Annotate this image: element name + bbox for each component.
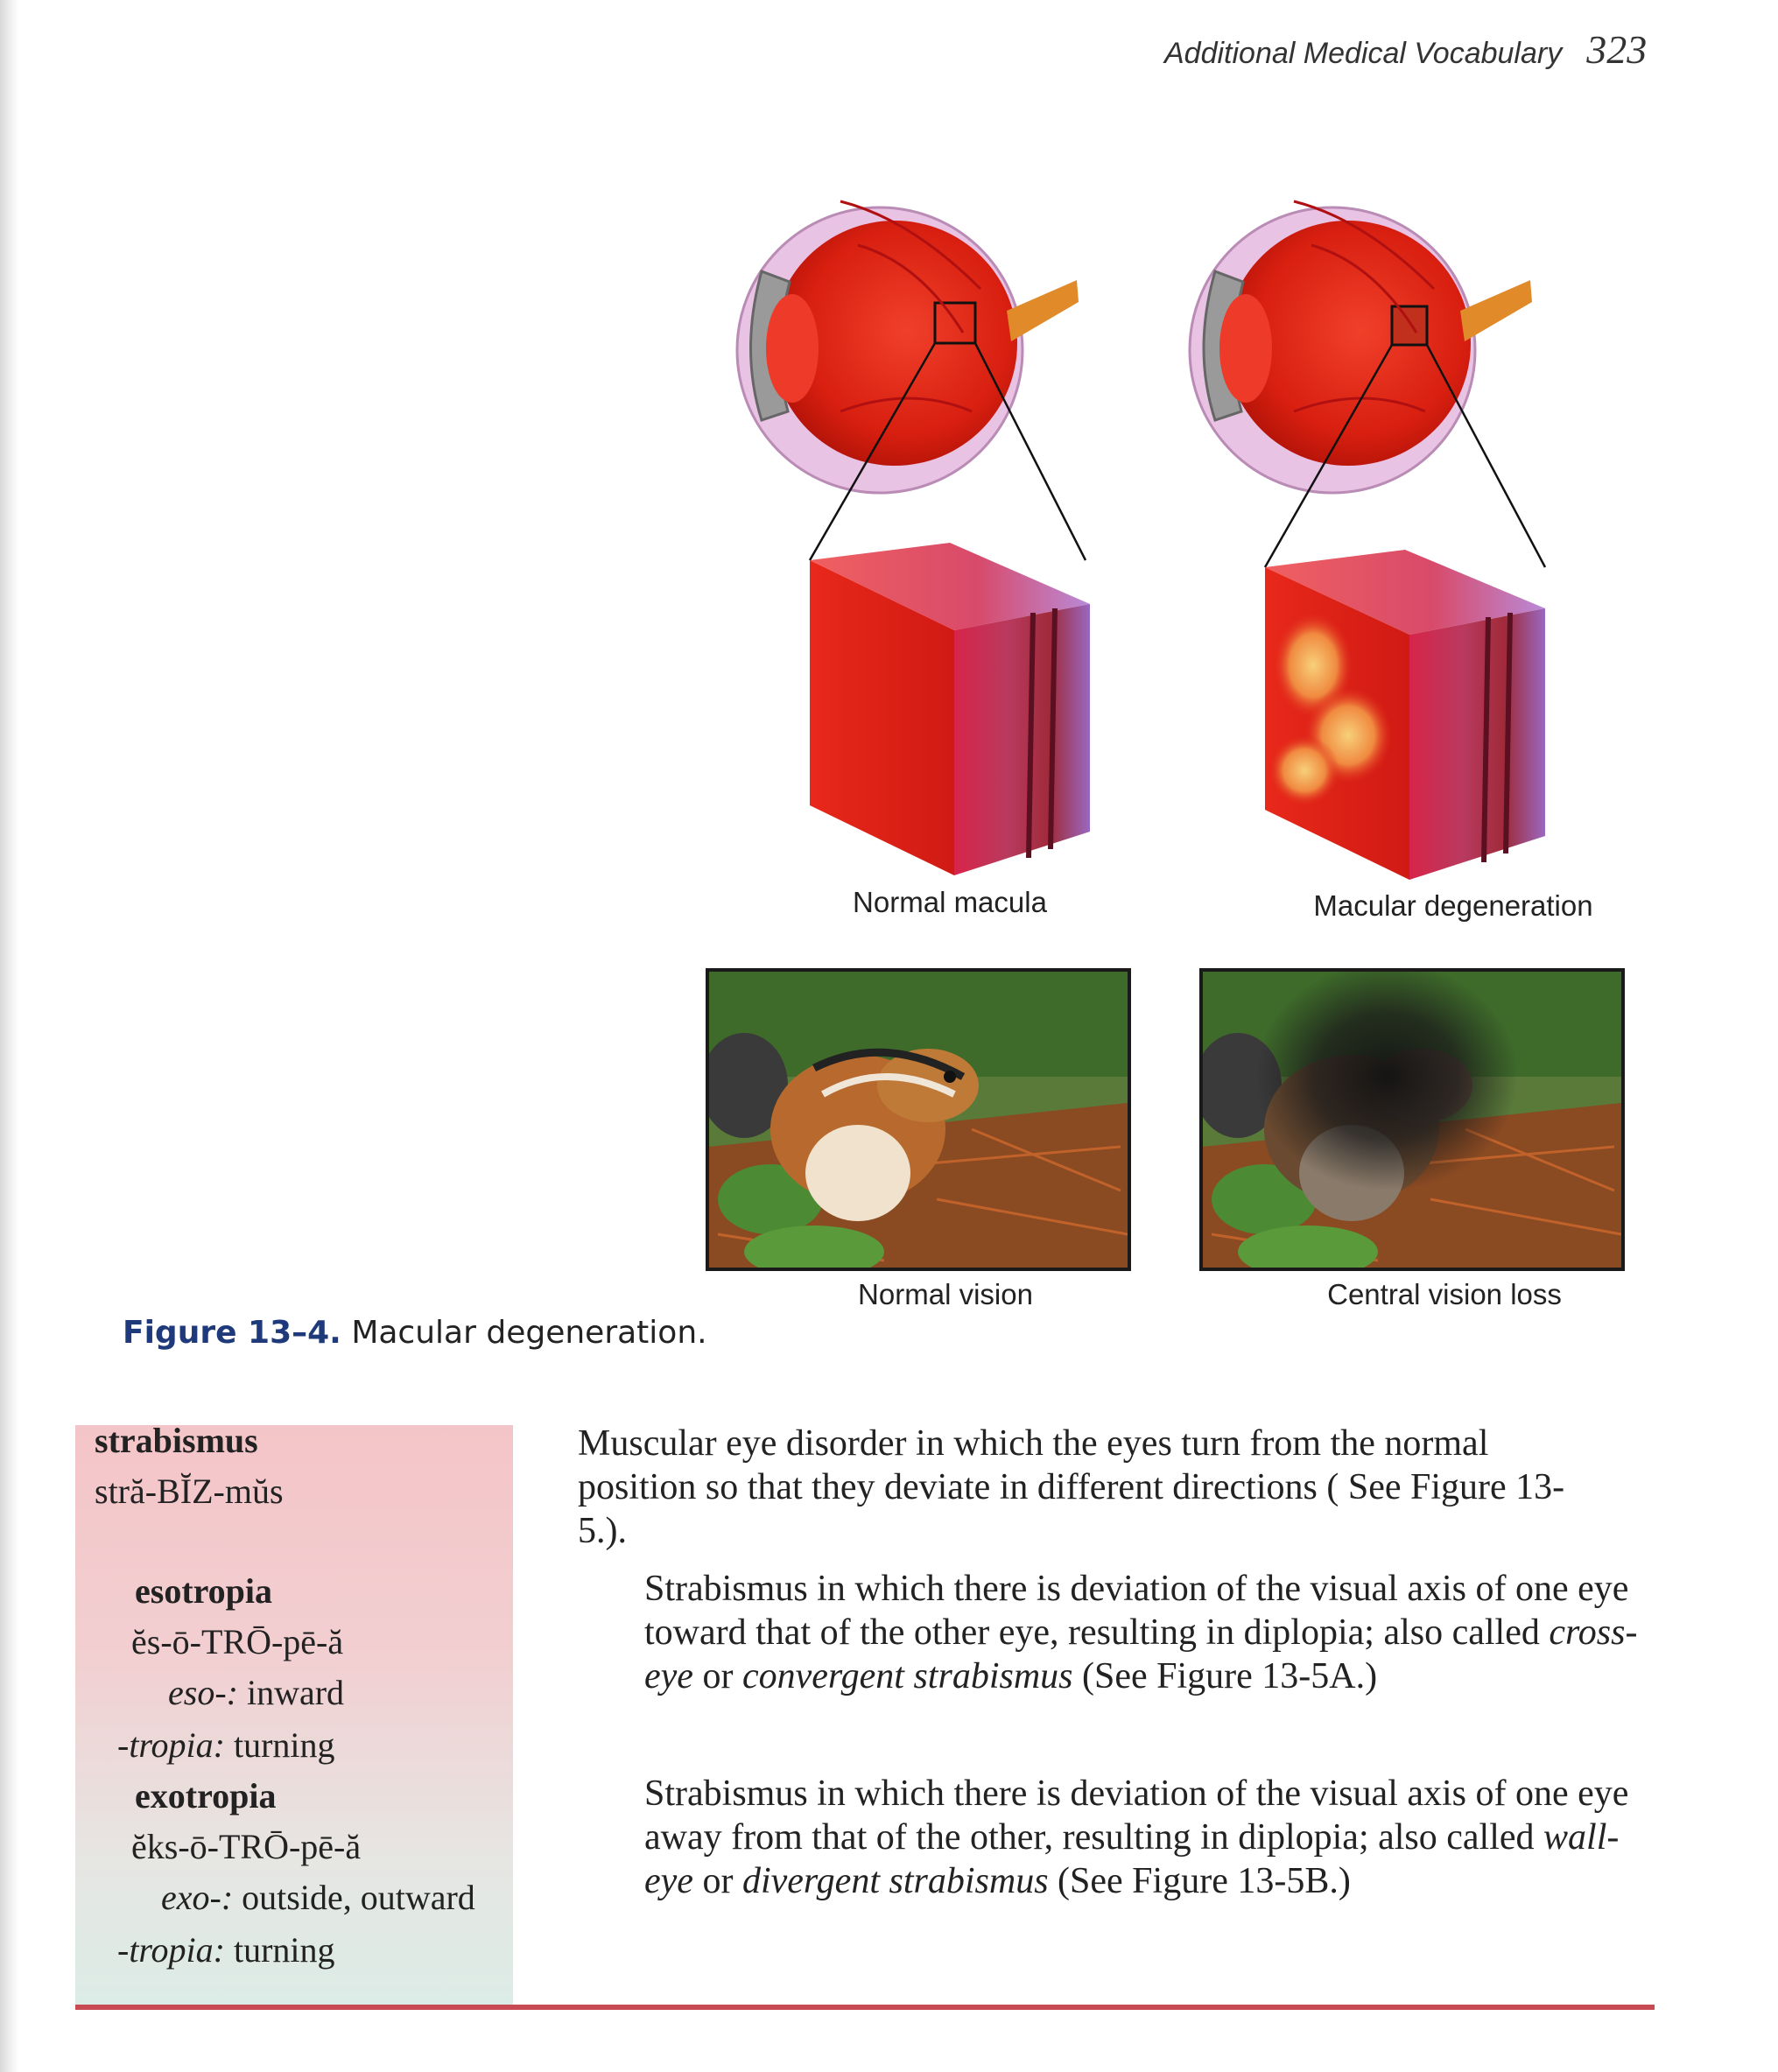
caption-normal-vision: Normal vision [858, 1278, 1033, 1310]
definition-strabismus: Muscular eye disorder in which the eyes turn from the normal position so that they deviate in different directions ( See Figure 13-5.). [578, 1423, 1565, 1551]
caption-macular-degeneration: Macular degeneration [1313, 889, 1593, 922]
definition-esotropia-text: Strabismus in which there is deviation of the visual axis of one eye toward that of the other eye, resulting in diplopia; also called [644, 1569, 1629, 1653]
term-esotropia: esotropia [135, 1571, 273, 1611]
page-number: 323 [1586, 27, 1648, 72]
degenerated-macula-block [1265, 550, 1545, 880]
caption-central-vision-loss: Central vision loss [1327, 1278, 1562, 1310]
definition-esotropia-or: or [692, 1656, 742, 1696]
word-part-tropia-1-meaning: turning [233, 1725, 335, 1765]
definition-exotropia-or: or [692, 1861, 742, 1901]
running-head-title: Additional Medical Vocabulary [1164, 37, 1563, 70]
normal-eye-cross-section [737, 201, 1079, 493]
word-part-tropia-1 [117, 1724, 335, 1766]
word-part-tropia-2 [117, 1929, 335, 1970]
photo-central-vision-loss [1199, 968, 1625, 1271]
word-part-eso [168, 1672, 344, 1713]
caption-normal-macula: Normal macula [853, 886, 1047, 918]
normal-macula-block [810, 543, 1090, 875]
definition-exotropia-text: Strabismus in which there is deviation of the visual axis of one eye away from that of the other, resulting in diplopia; also called [644, 1773, 1629, 1858]
figure-label: Figure 13–4. [123, 1315, 341, 1351]
bottom-rule [75, 2005, 1655, 2010]
definition-exotropia-term2: divergent strabismus [741, 1861, 1049, 1901]
chipmunk-blurred-image [1203, 972, 1621, 1268]
degenerated-eye-cross-section [1190, 201, 1532, 493]
word-part-eso-root: eso-: [168, 1673, 238, 1712]
word-part-tropia-2-root: -tropia: [117, 1930, 225, 1970]
word-part-eso-meaning: inward [246, 1673, 345, 1712]
term-strabismus: strabismus [95, 1421, 258, 1460]
definition-exotropia [644, 1772, 1651, 1903]
pronunciation-esotropia: ĕs-ō-TRŌ-pē-ă [131, 1622, 344, 1661]
pronunciation-strabismus: stră-BĬZ-mŭs [95, 1471, 284, 1511]
definition-exotropia-ref: (See Figure 13-5B.) [1048, 1861, 1351, 1901]
word-part-tropia-2-meaning: turning [233, 1930, 335, 1970]
figure-title: Macular degeneration. [351, 1315, 707, 1351]
definition-exotropia-term1: wall-eye [644, 1817, 1620, 1901]
definition-esotropia-ref: (See Figure 13-5A.) [1072, 1656, 1378, 1696]
word-part-exo-root: exo-: [161, 1878, 234, 1917]
figure-caption [123, 1315, 707, 1351]
photo-normal-vision [706, 968, 1131, 1271]
definition-esotropia-term1: cross-eye [644, 1612, 1638, 1696]
chipmunk-image [709, 972, 1128, 1268]
word-part-exo-meaning: outside, outward [242, 1878, 475, 1917]
definition-esotropia [644, 1567, 1651, 1698]
term-sidebar [75, 1425, 513, 2006]
definition-esotropia-term2: convergent strabismus [741, 1656, 1073, 1696]
pronunciation-exotropia: ĕks-ō-TRŌ-pē-ă [131, 1827, 362, 1866]
word-part-exo [161, 1877, 475, 1918]
word-part-tropia-1-root: -tropia: [117, 1725, 225, 1765]
term-exotropia: exotropia [135, 1776, 277, 1816]
